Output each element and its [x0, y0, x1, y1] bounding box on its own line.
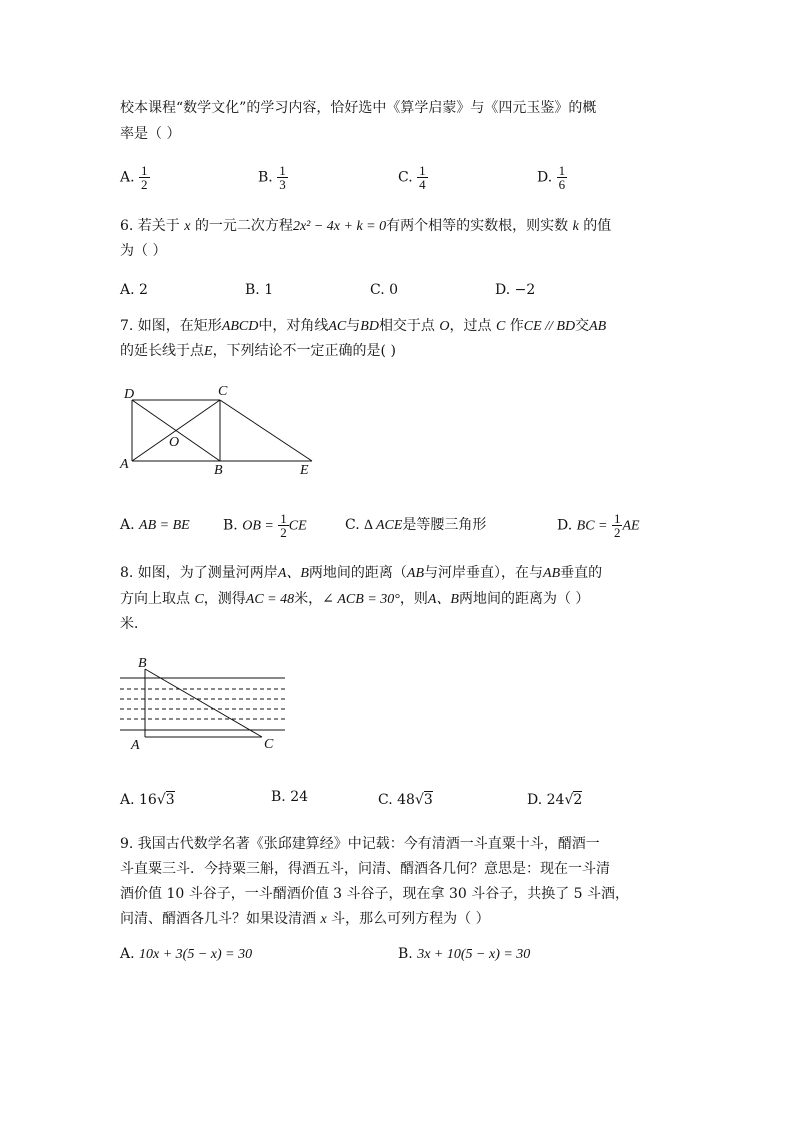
q7-line-2: 的延长线于点E，下列结论不一定正确的是( ) — [120, 343, 396, 359]
q9-line-4: 问清、醑酒各几斗？如果设清酒 x 斗，那么可列方程为（ ） — [120, 911, 490, 927]
rectangle-diagram — [110, 380, 350, 480]
river-diagram — [115, 652, 295, 752]
q5-option-b[interactable]: B. $\frac{1}{3}$ — [258, 163, 286, 192]
q9-line-2: 斗直粟三斗．今持粟三斛，得酒五斗，问清、醑酒各几何？意思是：现在一斗清 — [120, 861, 610, 877]
fraction: $\frac{1}{2}$ — [613, 511, 621, 540]
sqrt-symbol: √ — [564, 792, 574, 808]
q6-option-d[interactable]: D. −2 — [495, 282, 536, 298]
q9-line-1: 9. 我国古代数学名著《张邱建算经》中记载：今有清酒一斗直粟十斗，醑酒一 — [120, 836, 600, 852]
label-c: C — [264, 737, 274, 752]
label-a: A — [120, 457, 129, 472]
fraction: $\frac{1}{6}$ — [558, 163, 566, 192]
label-o: O — [169, 435, 180, 450]
segment-ce — [220, 400, 312, 461]
q5-option-d[interactable]: D. $\frac{1}{6}$ — [537, 163, 566, 192]
q8-option-b[interactable]: B. 24 — [271, 789, 309, 805]
label-e: E — [300, 463, 309, 478]
fraction: $\frac{1}{3}$ — [279, 163, 286, 192]
q7-option-b[interactable]: B. OB = $\frac{1}{2}$ CE — [223, 511, 307, 540]
q7-option-d[interactable]: D. BC = $\frac{1}{2}$ AE — [557, 511, 640, 540]
q8-option-a[interactable]: A. 16√3 — [120, 792, 175, 808]
q5-option-c[interactable]: C. $\frac{1}{4}$ — [398, 163, 426, 192]
sqrt-symbol: √ — [156, 792, 166, 808]
q9-option-a[interactable]: A. 10x + 3(5 − x) = 30 — [120, 946, 253, 962]
q7-option-a[interactable]: A. AB = BE — [120, 517, 190, 533]
fraction: $\frac{1}{4}$ — [419, 163, 426, 192]
q8-line-3: 米． — [120, 616, 148, 632]
sqrt-symbol: √ — [414, 792, 424, 808]
fraction: $\frac{1}{2}$ — [280, 511, 287, 540]
q7-line-1: 7. 如图，在矩形ABCD中，对角线AC与BD相交于点 O，过点 C 作CE // BD交AB — [120, 318, 607, 334]
q6-line-2: 为（ ） — [120, 243, 167, 259]
q6-option-c[interactable]: C. 0 — [370, 282, 399, 298]
q5-option-a[interactable]: A. $\frac{1}{2}$ — [120, 163, 148, 192]
label-b: B — [214, 463, 223, 478]
q9-line-3: 酒价值 10 斗谷子，一斗醑酒价值 3 斗谷子，现在拿 30 斗谷子，共换了 5 斗酒， — [120, 886, 630, 902]
q7-option-c[interactable]: C. ∆ ACE是等腰三角形 — [345, 517, 487, 533]
q8-line-1: 8. 如图，为了测量河两岸A、B两地间的距离（AB与河岸垂直），在与AB垂直的 — [120, 565, 603, 581]
q5-line-2: 率是（ ） — [120, 126, 181, 142]
label-c: C — [218, 384, 228, 399]
fraction: $\frac{1}{2}$ — [141, 163, 148, 192]
q8-option-d[interactable]: D. 24√2 — [527, 792, 583, 808]
segment-bc — [145, 669, 262, 737]
q8-option-c[interactable]: C. 48√3 — [378, 792, 433, 808]
q6-option-b[interactable]: B. 1 — [245, 282, 274, 298]
q5-line-1: 校本课程“数学文化”的学习内容，恰好选中《算学启蒙》与《四元玉鉴》的概 — [120, 100, 597, 116]
label-b: B — [138, 656, 147, 671]
q8-line-2: 方向上取点 C，测得AC = 48米，∠ ACB = 30°，则A、B两地间的距离为（ ） — [120, 591, 590, 607]
q6-line-1: 6. 若关于 x 的一元二次方程2x² − 4x + k = 0有两个相等的实数根，则实数 k 的值 — [120, 218, 612, 234]
q6-option-a[interactable]: A. 2 — [120, 282, 148, 298]
q9-option-b[interactable]: B. 3x + 10(5 − x) = 30 — [398, 946, 531, 962]
label-a: A — [131, 738, 140, 752]
label-d: D — [124, 387, 135, 402]
